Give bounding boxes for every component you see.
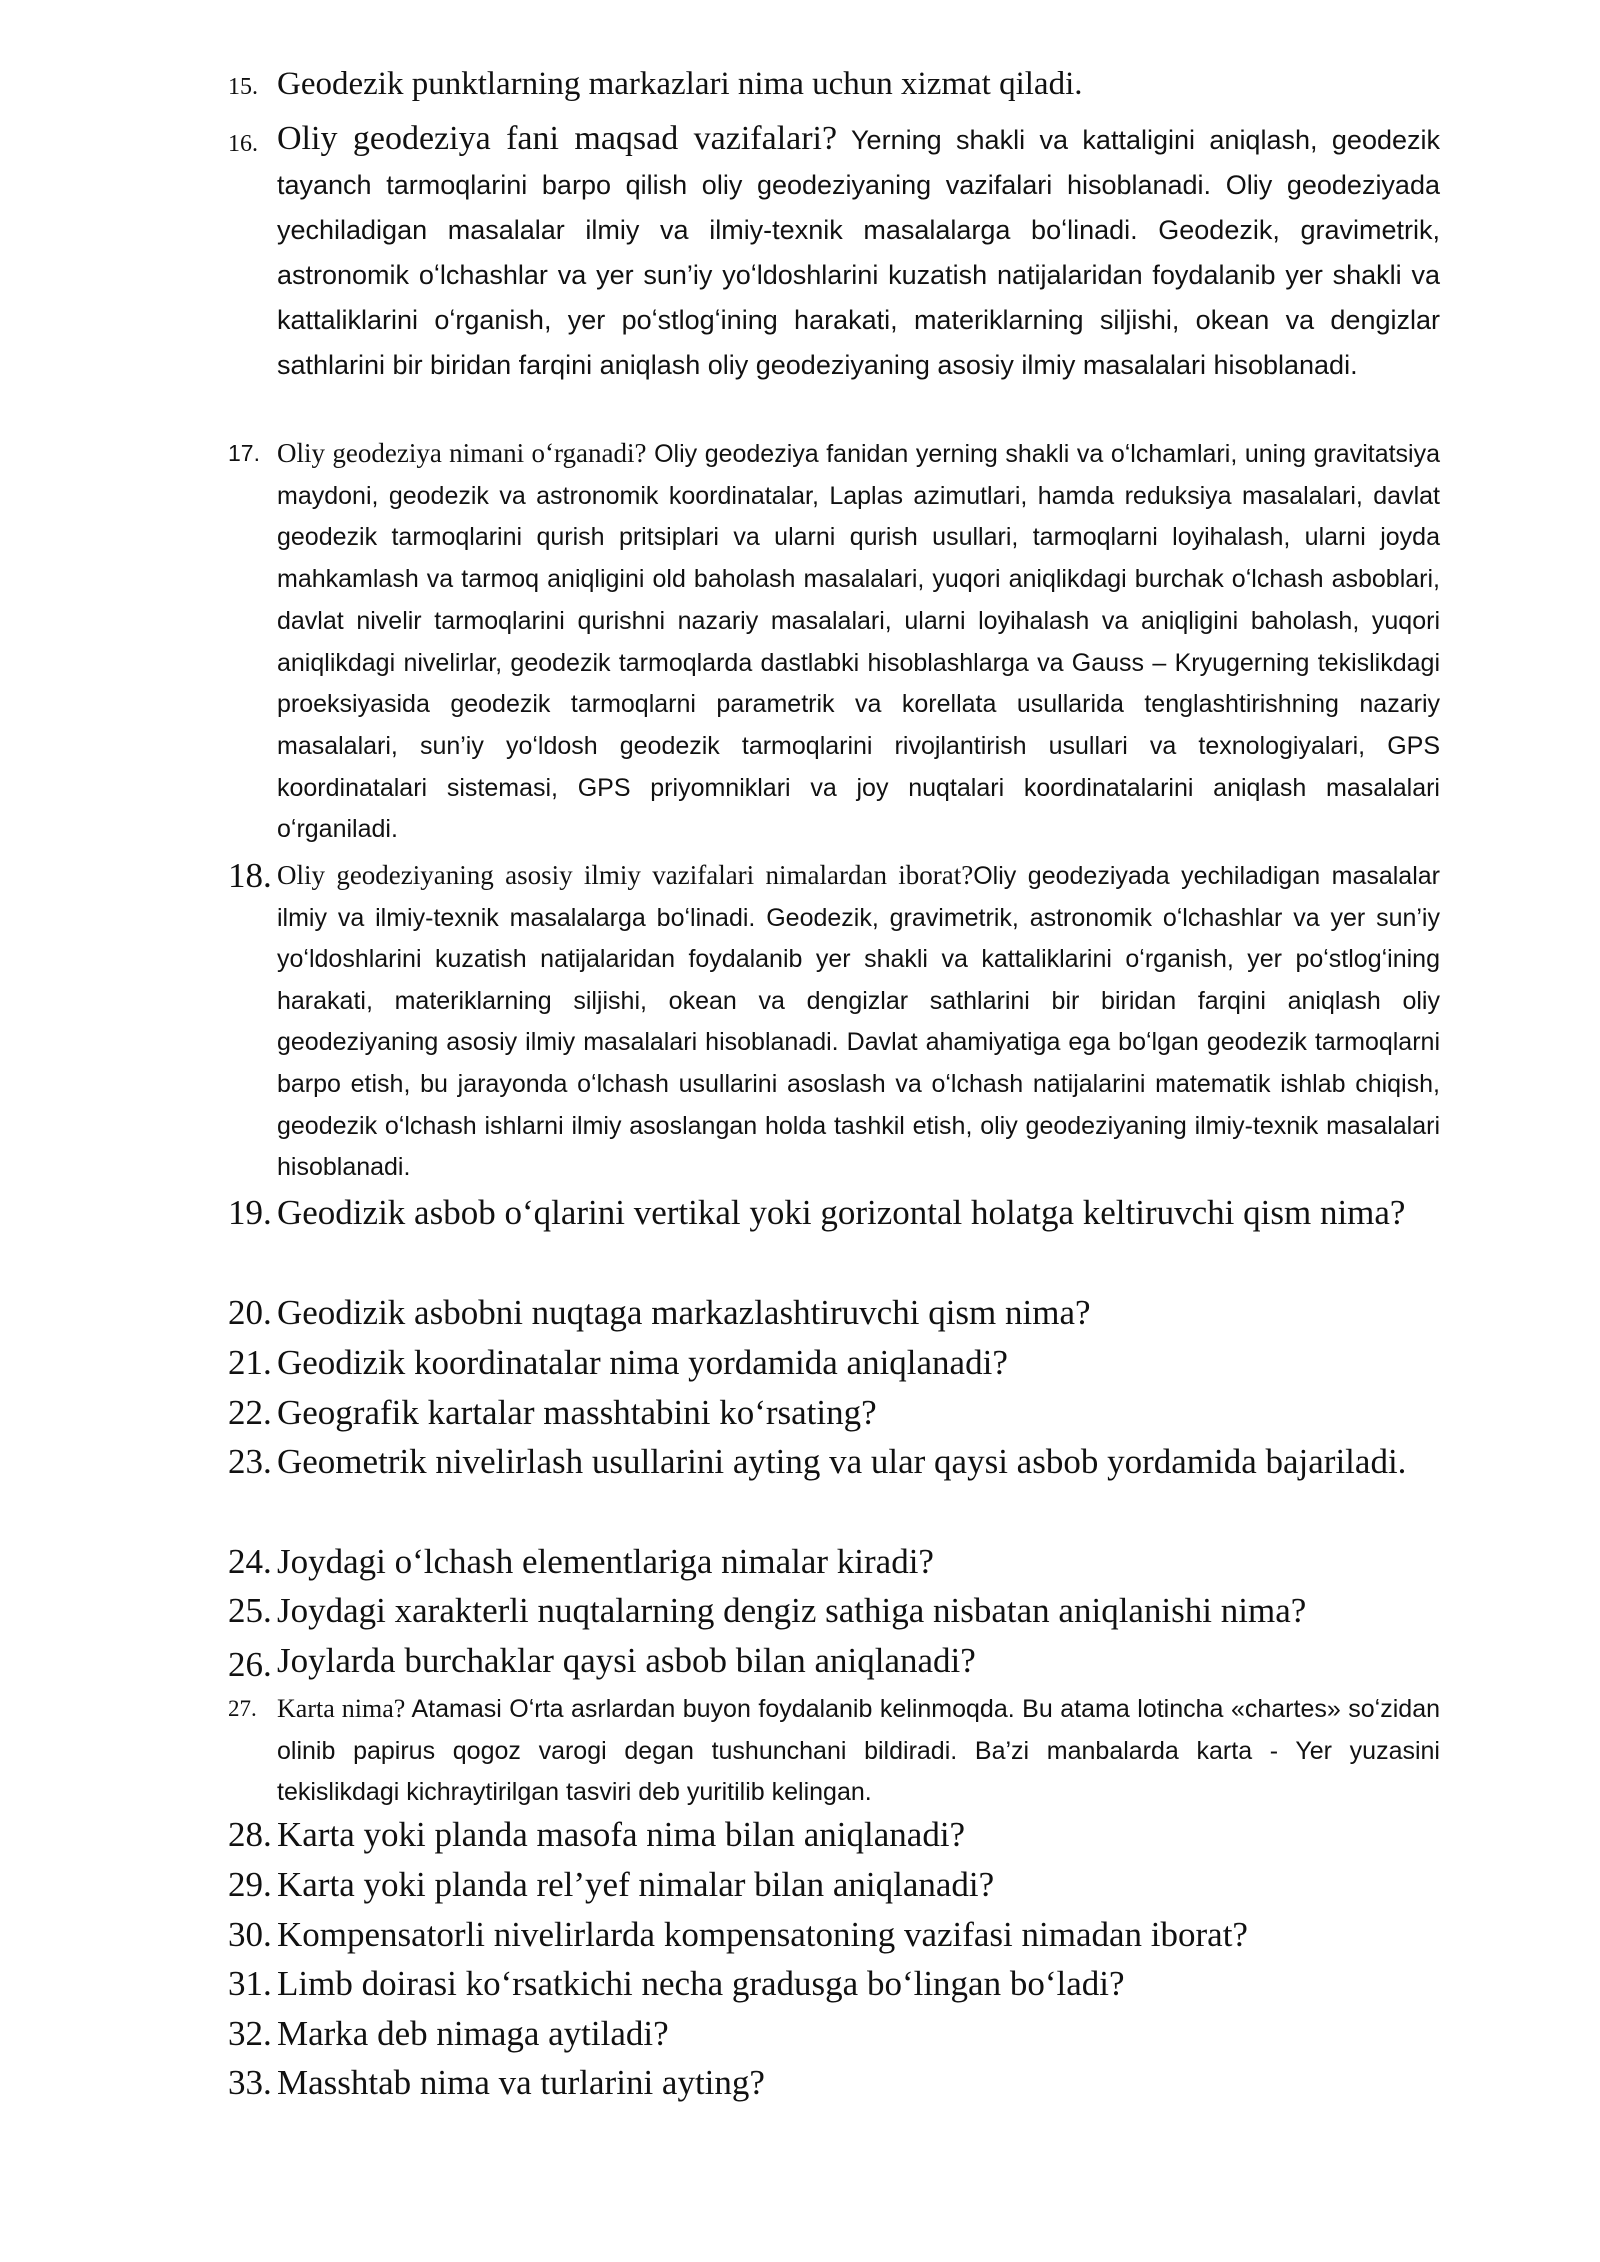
item-number: 28. bbox=[228, 1815, 272, 1854]
item-number: 22. bbox=[228, 1393, 272, 1432]
list-item-21 bbox=[228, 1338, 1440, 1388]
list-item-15 bbox=[228, 62, 1440, 107]
list-item-25 bbox=[228, 1586, 1440, 1636]
question-text: Joydagi oʻlchash elementlariga nimalar kiradi? bbox=[277, 1542, 934, 1581]
answer-text: Atamasi Oʻrta asrlardan buyon foydalanib kelinmoqda. Bu atama lotincha «chartes» soʻzidan olinib papirus qogoz varogi degan tushunchani bildiradi. Ba’zi manbalarda karta - Yer yuzasini tekislikdagi kichraytirilgan tasviri deb yuritilib kelingan. bbox=[277, 1695, 1441, 1806]
answer-text: Oliy geodeziyada yechiladigan masalalar ilmiy va ilmiy-texnik masalalarga boʻlinadi. Geodezik, gravimetrik, astronomik oʻlchashlar va yer sun’iy yoʻldoshlarini kuzatish natijalaridan foydalanib yer shakli va kattaliklarini oʻrganish, yer poʻstlogʻining harakati, materiklarning siljishi, okean va dengizlar sathlarini bir biridan farqini aniqlash oliy geodeziyaning asosiy ilmiy masalalari hisoblanadi. Davlat ahamiyatiga ega boʻlgan geodezik tarmoqlarni barpo etish, bu jarayonda oʻlchash usullarini asoslash va oʻlchash natijalarini matematik ishlab chiqish, geodezik oʻlchash ishlarni ilmiy asoslangan holda tashkil etish, oliy geodeziyaning ilmiy-texnik masalalari hisoblanadi. bbox=[277, 862, 1440, 1182]
question-answer bbox=[277, 855, 1440, 1189]
question-text: Geodizik asbobni nuqtaga markazlashtiruvchi qism nima? bbox=[277, 1293, 1091, 1332]
question-text: Karta nima? bbox=[277, 1694, 406, 1723]
item-number: 16. bbox=[228, 131, 258, 157]
question-text: Joylarda burchaklar qaysi asbob bilan aniqlanadi? bbox=[277, 1641, 976, 1680]
item-number: 33. bbox=[228, 2063, 272, 2102]
list-item-31 bbox=[228, 1959, 1440, 2009]
list-item-16 bbox=[228, 116, 1440, 388]
question-text: Oliy geodeziya nimani oʻrganadi? bbox=[277, 438, 647, 468]
item-number: 25. bbox=[228, 1591, 272, 1630]
question-text: Joydagi xarakterli nuqtalarning dengiz sathiga nisbatan aniqlanishi nima? bbox=[277, 1591, 1307, 1630]
item-number: 30. bbox=[228, 1915, 272, 1954]
list-item-30 bbox=[228, 1910, 1440, 1960]
item-number: 32. bbox=[228, 2014, 272, 2053]
list-item-23 bbox=[228, 1437, 1440, 1487]
question-text: Geografik kartalar masshtabini koʻrsating? bbox=[277, 1393, 877, 1432]
question-text: Karta yoki planda rel’yef nimalar bilan aniqlanadi? bbox=[277, 1865, 995, 1904]
item-number: 31. bbox=[228, 1964, 272, 2003]
question-text: Oliy geodeziya fani maqsad vazifalari? bbox=[277, 120, 838, 157]
list-item-24 bbox=[228, 1537, 1440, 1587]
list-item-28 bbox=[228, 1810, 1440, 1860]
question-text: Geometrik nivelirlash usullarini ayting va ular qaysi asbob yordamida bajariladi. bbox=[277, 1442, 1407, 1481]
question-text: Kompensatorli nivelirlarda kompensatoning vazifasi nimadan iborat? bbox=[277, 1915, 1248, 1954]
question-text: Geodezik punktlarning markazlari nima uchun xizmat qiladi. bbox=[277, 66, 1083, 102]
answer-text: Yerning shakli va kattaligini aniqlash, geodezik tayanch tarmoqlarini barpo qilish oliy geodeziyaning vazifalari hisoblanadi. Oliy geodeziyada yechiladigan masalalar ilmiy va ilmiy-texnik masalalarga boʻlinadi. Geodezik, gravimetrik, astronomik oʻlchashlar va yer sun’iy yoʻldoshlarini kuzatish natijalaridan foydalanib yer shakli va kattaliklarini oʻrganish, yer poʻstlogʻining harakati, materiklarning siljishi, okean va dengizlar sathlarini bir biridan farqini aniqlash oliy geodeziyaning asosiy ilmiy masalalari hisoblanadi. bbox=[277, 125, 1440, 380]
question-text: Geodizik koordinatalar nima yordamida aniqlanadi? bbox=[277, 1343, 1008, 1382]
list-item-19 bbox=[228, 1188, 1440, 1238]
item-number: 24. bbox=[228, 1542, 272, 1581]
list-item-18 bbox=[228, 855, 1440, 1189]
list-item-29 bbox=[228, 1860, 1440, 1910]
question-text: Oliy geodeziyaning asosiy ilmiy vazifalari nimalardan iborat? bbox=[277, 860, 974, 890]
answer-text: Oliy geodeziya fanidan yerning shakli va oʻlchamlari, uning gravitatsiya maydoni, geodezik va astronomik koordinatalar, Laplas azimutlari, hamda reduksiya masalalari, davlat geodezik tarmoqlarini qurish pritsiplari va ularni qurish usullari, tarmoqlarni loyihalash, ularni joyda mahkamlash va tarmoq aniqligini old baholash masalalari, yuqori aniqlikdagi burchak oʻlchash asboblari, davlat nivelir tarmoqlarini qurishni nazariy masalalari, ularni loyihalash va aniqligini baholash, yuqori aniqlikdagi nivelirlar, geodezik tarmoqlarda dastlabki hisoblashlarga va Gauss – Kryugerning tekislikdagi proeksiyasida geodezik tarmoqlarni parametrik va korellata usullarida tenglashtirishning nazariy masalalari, sun’iy yoʻldosh geodezik tarmoqlarini rivojlantirish usullari va texnologiyalari, GPS koordinatalari sistemasi, GPS priyomniklari va joy nuqtalari koordinatalarini aniqlash masalalari oʻrganiladi. bbox=[277, 440, 1441, 844]
question-text: Geodizik asbob oʻqlarini vertikal yoki gorizontal holatga keltiruvchi qism nima? bbox=[277, 1193, 1406, 1232]
list-item-26 bbox=[228, 1636, 1440, 1686]
question-text: Limb doirasi koʻrsatkichi necha gradusga boʻlingan boʻladi? bbox=[277, 1964, 1125, 2003]
question-answer bbox=[277, 1688, 1440, 1814]
question-answer bbox=[277, 116, 1440, 388]
list-item-32 bbox=[228, 2009, 1440, 2059]
item-number: 17. bbox=[228, 440, 260, 466]
list-item-20 bbox=[228, 1288, 1440, 1338]
list-item-27 bbox=[228, 1688, 1440, 1814]
question-text: Karta yoki planda masofa nima bilan aniqlanadi? bbox=[277, 1815, 966, 1854]
item-number: 19. bbox=[228, 1193, 272, 1232]
item-number: 26. bbox=[228, 1645, 272, 1684]
item-number: 21. bbox=[228, 1343, 272, 1382]
item-number: 29. bbox=[228, 1865, 272, 1904]
item-number: 18. bbox=[228, 856, 272, 895]
item-number: 23. bbox=[228, 1442, 272, 1481]
item-number: 15. bbox=[228, 74, 258, 100]
question-text: Marka deb nimaga aytiladi? bbox=[277, 2014, 669, 2053]
list-item-17 bbox=[228, 433, 1440, 851]
list-item-33 bbox=[228, 2058, 1440, 2108]
question-answer bbox=[277, 433, 1440, 851]
item-number: 20. bbox=[228, 1293, 272, 1332]
question-text: Masshtab nima va turlarini ayting? bbox=[277, 2063, 765, 2102]
list-item-22 bbox=[228, 1388, 1440, 1438]
item-number: 27. bbox=[228, 1696, 257, 1721]
